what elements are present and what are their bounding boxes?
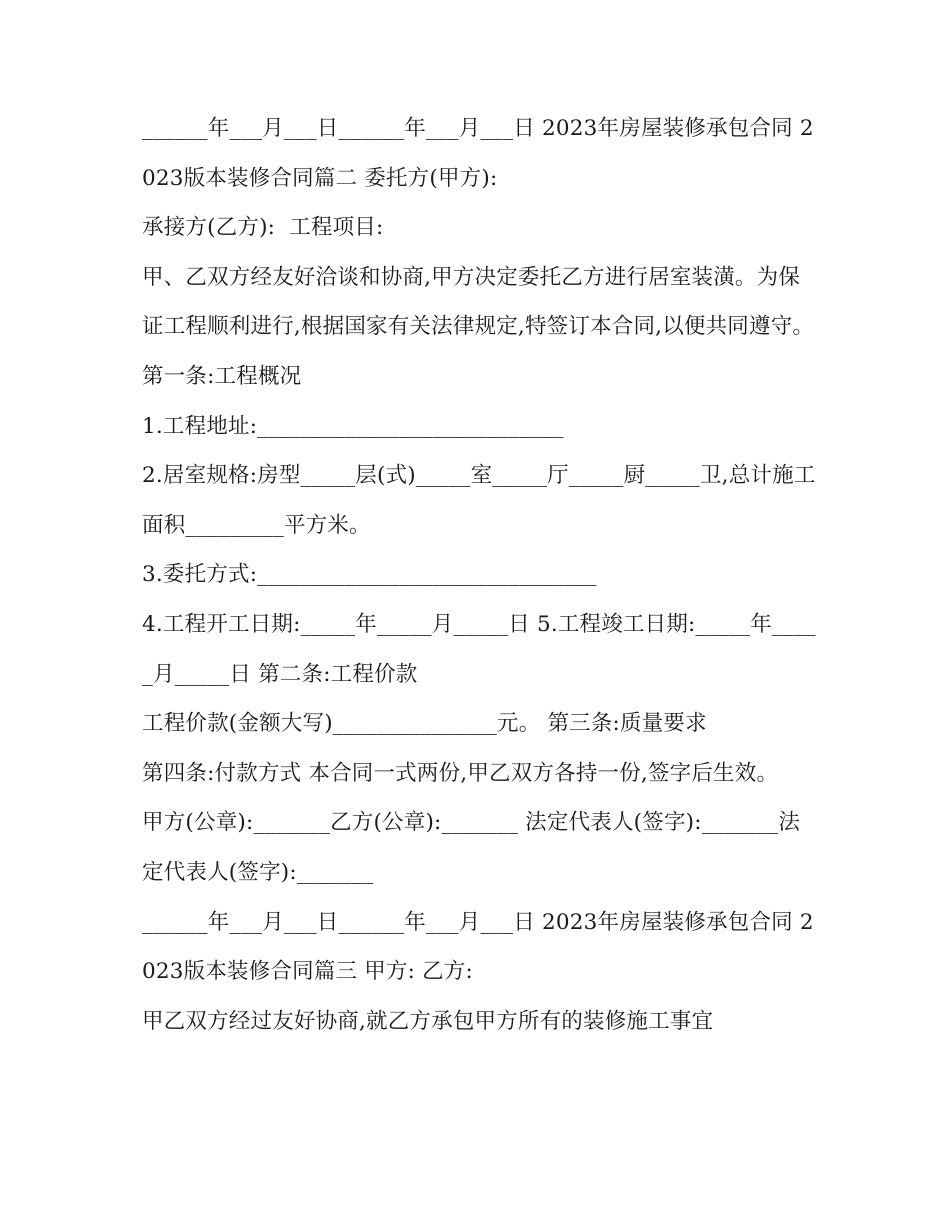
- paragraph-project-price-clause: 工程价款(金额大写)_______________元。 第三条:质量要求: [142, 711, 707, 737]
- document-text-body: [142, 104, 820, 1046]
- paragraph-item-1-project-address: 1.工程地址:____________________________: [142, 413, 564, 439]
- paragraph-signature-block: 甲方(公章):_______乙方(公章):_______ 法定代表人(签字):_______法定代表人(签字):_______: [142, 810, 801, 885]
- paragraph-item-3-commission-method: 3.委托方式:_______________________________: [142, 562, 597, 588]
- paragraph-item-4-5-start-and-end-date: 4.工程开工日期:_____年_____月_____日 5.工程竣工日期:_____年_____月_____日 第二条:工程价款: [142, 611, 816, 687]
- paragraph-party-b-and-project: 承接方(乙方): 工程项目:: [142, 215, 384, 241]
- paragraph-signature-date-line-1: ______年___月___日______年___月___日 2023年房屋装修承包合同 2023版本装修合同篇二 委托方(甲方):: [142, 116, 814, 191]
- paragraph-signature-date-line-2: ______年___月___日______年___月___日 2023年房屋装修承包合同 2023版本装修合同篇三 甲方: 乙方:: [142, 909, 814, 985]
- paragraph-closing-paragraph: 甲乙双方经过友好协商,就乙方承包甲方所有的装修施工事宜: [142, 1008, 714, 1034]
- paragraph-item-2-room-spec: 2.居室规格:房型_____层(式)_____室_____厅_____厨_____卫,总计施工面积_________平方米。: [142, 463, 816, 538]
- paragraph-preamble-clause: 甲、乙双方经友好洽谈和协商,甲方决定委托乙方进行居室装潢。为保证工程顺利进行,根据国家有关法律规定,特签订本合同,以便共同遵守。 第一条:工程概况: [142, 264, 822, 389]
- paragraph-payment-method-clause: 第四条:付款方式 本合同一式两份,甲乙双方各持一份,签字后生效。: [142, 760, 779, 786]
